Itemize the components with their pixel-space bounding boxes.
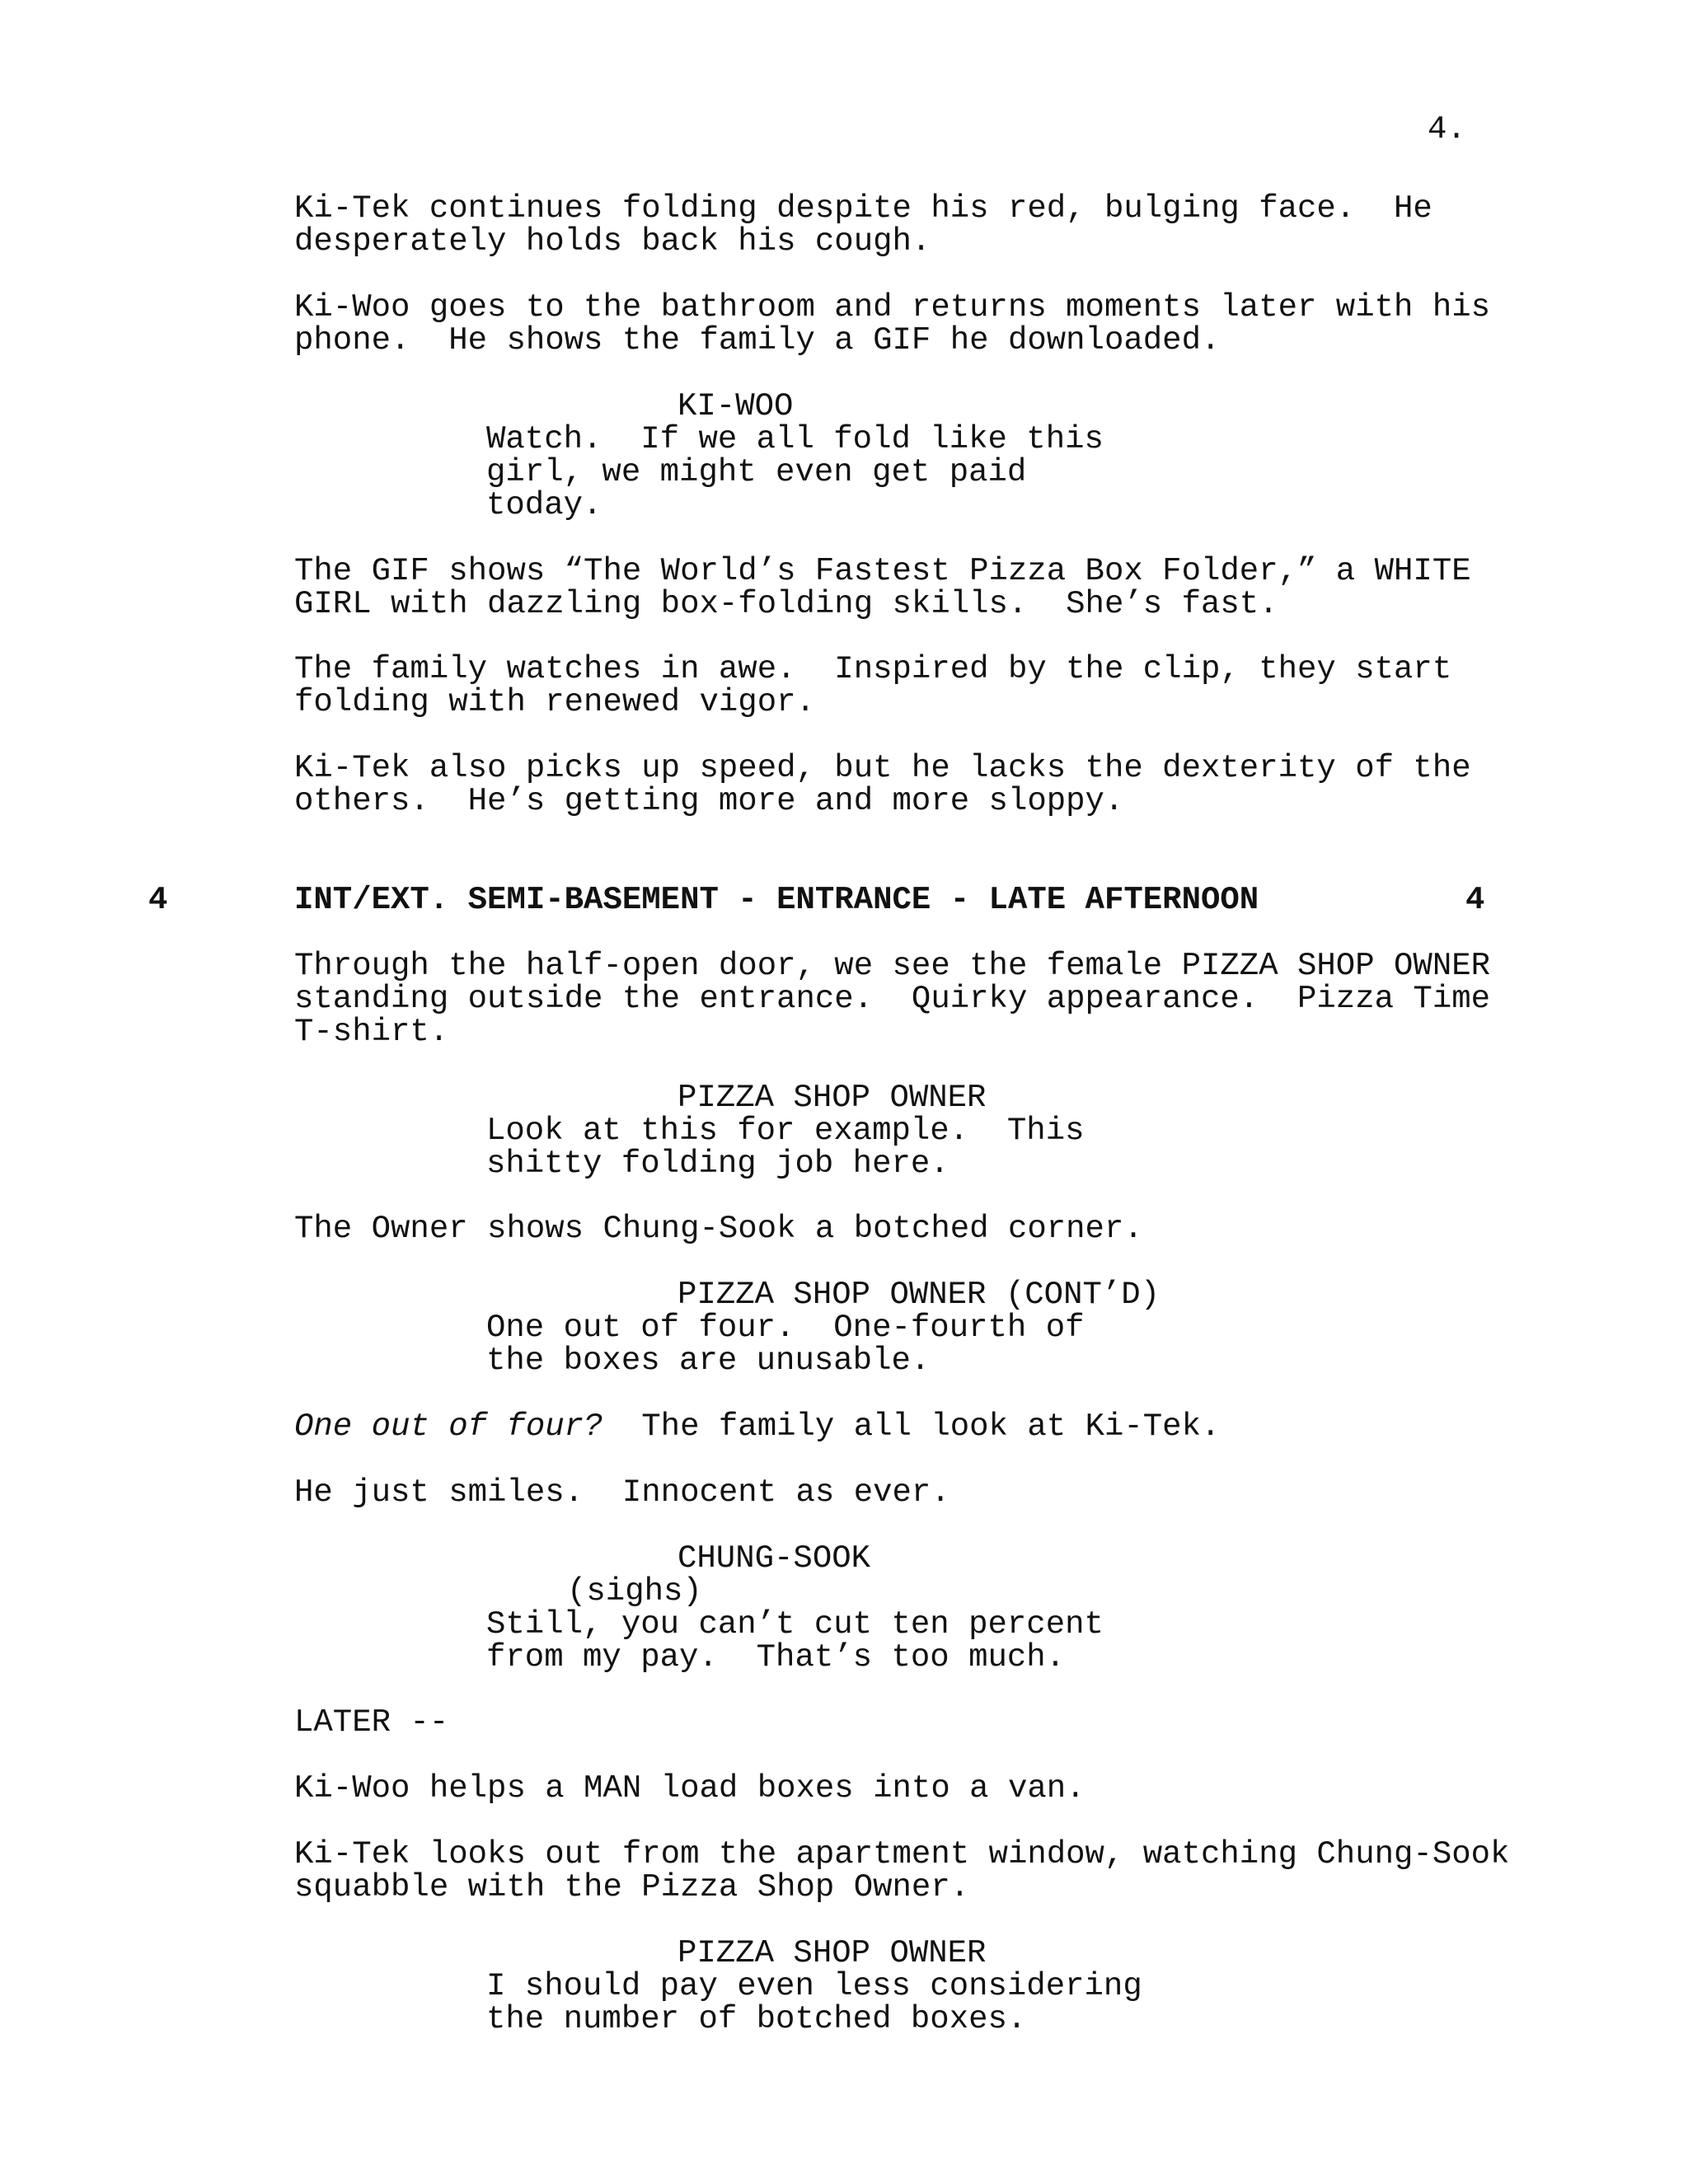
italic-emphasis: One out of four?	[294, 1408, 603, 1445]
action-line: The family watches in awe. Inspired by the clip, they start	[294, 651, 1452, 687]
action-line: GIRL with dazzling box-folding skills. She’s fast.	[294, 586, 1278, 622]
dialogue-line: Look at this for example. This	[486, 1113, 1085, 1149]
dialogue-line: today.	[486, 487, 603, 523]
dialogue-line: shitty folding job here.	[486, 1146, 950, 1182]
action-line: The Owner shows Chung-Sook a botched corner.	[294, 1211, 1143, 1247]
character-name: CHUNG-SOOK	[678, 1540, 871, 1577]
character-name: PIZZA SHOP OWNER (CONT’D)	[678, 1277, 1160, 1313]
dialogue-line: the number of botched boxes.	[486, 2001, 1027, 2037]
scene-number-left: 4	[148, 882, 168, 918]
dialogue-line: Still, you can’t cut ten percent	[486, 1606, 1104, 1643]
dialogue-line: the boxes are unusable.	[486, 1343, 931, 1379]
action-line: Ki-Tek also picks up speed, but he lacks the dexterity of the	[294, 750, 1471, 786]
action-line: phone. He shows the family a GIF he downloaded.	[294, 322, 1221, 359]
action-line	[294, 1410, 1220, 1443]
action-line: Through the half-open door, we see the female PIZZA SHOP OWNER	[294, 948, 1491, 984]
page-number: 4.	[1428, 111, 1466, 148]
action-line: He just smiles. Innocent as ever.	[294, 1474, 950, 1511]
action-line: standing outside the entrance. Quirky appearance. Pizza Time	[294, 981, 1491, 1017]
action-line: folding with renewed vigor.	[294, 684, 815, 720]
dialogue-line: One out of four. One-fourth of	[486, 1310, 1085, 1346]
dialogue-line: girl, we might even get paid	[486, 454, 1027, 490]
action-line: T-shirt.	[294, 1014, 449, 1050]
action-line: The GIF shows “The World’s Fastest Pizza Box Folder,” a WHITE	[294, 553, 1471, 589]
action-line: LATER --	[294, 1704, 449, 1741]
action-line: Ki-Woo goes to the bathroom and returns moments later with his	[294, 289, 1491, 326]
action-line: squabble with the Pizza Shop Owner.	[294, 1869, 970, 1905]
scene-number-right: 4	[1465, 882, 1485, 918]
action-line: Ki-Tek looks out from the apartment window, watching Chung-Sook	[294, 1836, 1510, 1872]
action-line: Ki-Tek continues folding despite his red, bulging face. He	[294, 190, 1432, 227]
action-text: The family all look at Ki-Tek.	[603, 1408, 1221, 1445]
parenthetical: (sighs)	[567, 1573, 702, 1610]
dialogue-line: I should pay even less considering	[486, 1968, 1142, 2004]
character-name: PIZZA SHOP OWNER	[678, 1080, 987, 1116]
dialogue-line: from my pay. That’s too much.	[486, 1639, 1066, 1675]
character-name: PIZZA SHOP OWNER	[678, 1935, 987, 1971]
action-line: Ki-Woo helps a MAN load boxes into a van.	[294, 1770, 1085, 1807]
character-name: KI-WOO	[678, 388, 794, 424]
action-line: desperately holds back his cough.	[294, 223, 931, 260]
dialogue-line: Watch. If we all fold like this	[486, 421, 1104, 457]
scene-heading: INT/EXT. SEMI-BASEMENT - ENTRANCE - LATE AFTERNOON	[294, 882, 1259, 918]
action-line: others. He’s getting more and more sloppy.	[294, 783, 1124, 819]
